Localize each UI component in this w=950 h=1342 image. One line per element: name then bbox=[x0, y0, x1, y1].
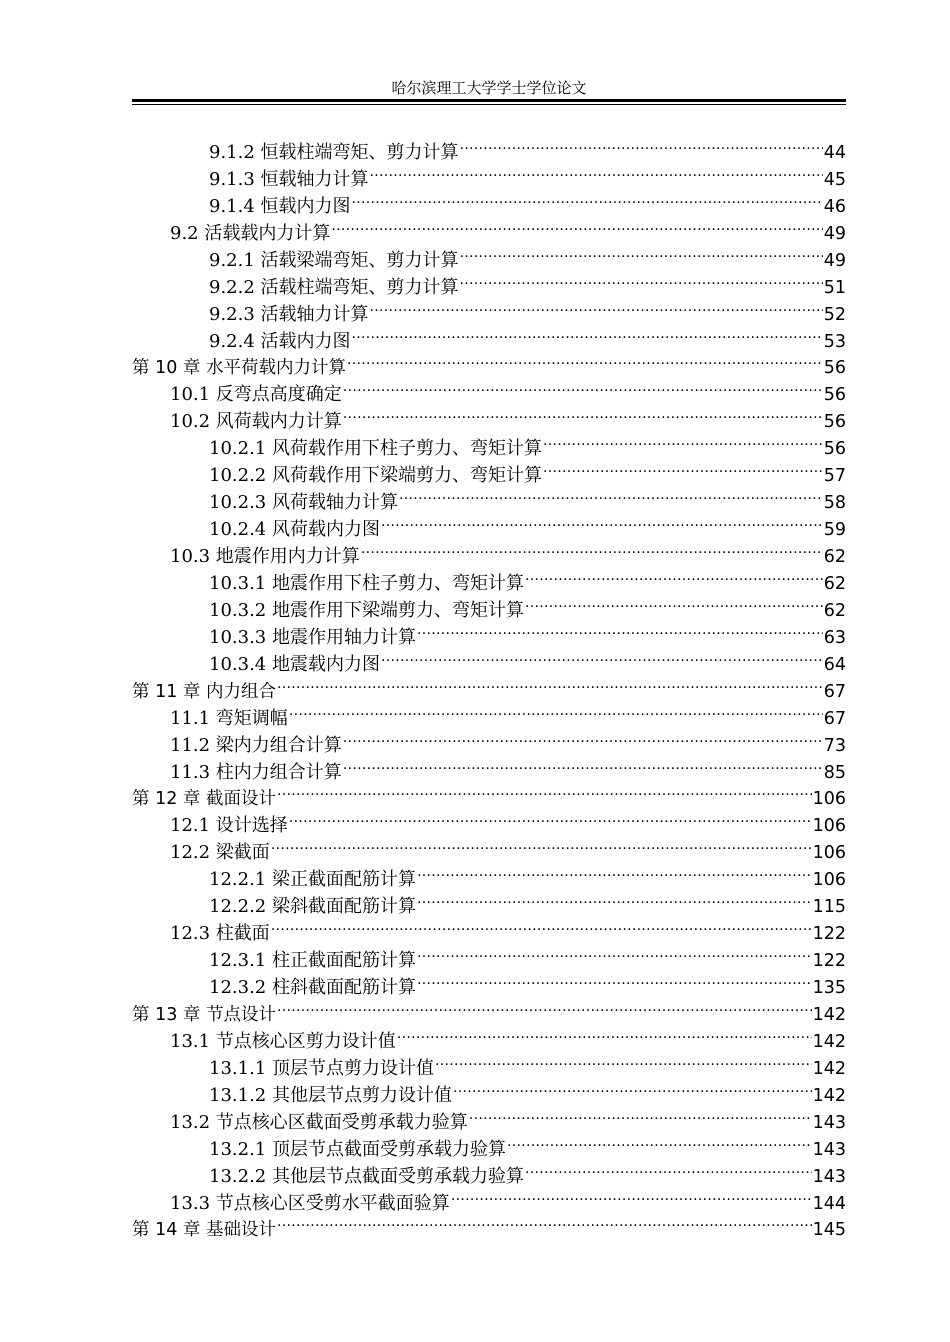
toc-page-number: 63 bbox=[823, 627, 846, 648]
toc-entry-title: 10.2.3 风荷载轴力计算 bbox=[209, 492, 398, 514]
toc-page-number: 51 bbox=[823, 277, 846, 298]
toc-page-number: 56 bbox=[823, 385, 846, 406]
toc-entry-title: 11.1 弯矩调幅 bbox=[170, 707, 288, 729]
toc-page-number: 56 bbox=[823, 439, 846, 460]
toc-dot-leader bbox=[399, 481, 823, 508]
toc-entry-title: 10.2.2 风荷载作用下梁端剪力、弯矩计算 bbox=[209, 465, 542, 487]
toc-dot-leader bbox=[460, 266, 823, 293]
toc-dot-leader bbox=[381, 508, 823, 535]
toc-entry-title: 10.3.4 地震载内力图 bbox=[209, 653, 380, 675]
toc-dot-leader bbox=[277, 1209, 812, 1236]
toc-page-number: 59 bbox=[823, 520, 846, 541]
toc-dot-leader bbox=[417, 966, 812, 993]
toc-dot-leader bbox=[417, 939, 812, 966]
toc-page-number: 142 bbox=[812, 1085, 846, 1106]
toc-page-number: 49 bbox=[823, 223, 846, 244]
toc-page-number: 53 bbox=[823, 331, 846, 352]
toc-dot-leader bbox=[543, 454, 823, 481]
toc-dot-leader bbox=[361, 535, 823, 562]
header-rule-thick bbox=[132, 99, 846, 102]
toc-entry-title: 第 13 章 节点设计 bbox=[132, 1004, 276, 1025]
toc-dot-leader bbox=[525, 589, 823, 616]
toc-dot-leader bbox=[277, 993, 812, 1020]
toc-page-number: 143 bbox=[812, 1139, 846, 1160]
toc-entry-title: 13.1.1 顶层节点剪力设计值 bbox=[209, 1057, 434, 1079]
toc-page-number: 106 bbox=[812, 870, 846, 891]
toc-entry-title: 10.3.2 地震作用下梁端剪力、弯矩计算 bbox=[209, 599, 524, 621]
toc-dot-leader bbox=[331, 212, 822, 239]
toc-page-number: 44 bbox=[823, 142, 846, 163]
toc-page-number: 67 bbox=[823, 708, 846, 729]
toc-entry-title: 10.2.1 风荷载作用下柱子剪力、弯矩计算 bbox=[209, 438, 542, 460]
toc-dot-leader bbox=[525, 562, 823, 589]
toc-entry-title: 12.3.1 柱正截面配筋计算 bbox=[209, 950, 416, 972]
toc-dot-leader bbox=[352, 320, 823, 347]
toc-dot-leader bbox=[435, 1047, 812, 1074]
toc-dot-leader bbox=[277, 670, 823, 697]
toc-dot-leader bbox=[543, 427, 823, 454]
toc-dot-leader bbox=[525, 1155, 812, 1182]
toc-page-number: 144 bbox=[812, 1193, 846, 1214]
toc-entry-title: 9.2.1 活载梁端弯矩、剪力计算 bbox=[209, 249, 459, 271]
toc-page-number: 145 bbox=[812, 1220, 846, 1241]
toc-entry-title: 9.1.4 恒载内力图 bbox=[209, 195, 351, 217]
toc-page-number: 62 bbox=[823, 547, 846, 567]
toc-page-number: 142 bbox=[812, 1058, 846, 1079]
header-rule-thin bbox=[132, 104, 846, 105]
toc-page-number: 58 bbox=[823, 493, 846, 514]
toc-page-number: 142 bbox=[812, 1031, 846, 1052]
toc-page-number: 73 bbox=[823, 735, 846, 756]
toc-entry-title: 11.2 梁内力组合计算 bbox=[170, 734, 342, 756]
toc-entry-title: 12.2 梁截面 bbox=[170, 842, 270, 864]
toc-dot-leader bbox=[417, 858, 812, 885]
toc-dot-leader bbox=[277, 778, 812, 805]
toc-page-number: 62 bbox=[823, 573, 846, 594]
toc-entry-title: 12.1 设计选择 bbox=[170, 815, 288, 837]
toc-entry-title: 9.2.3 活载轴力计算 bbox=[209, 303, 369, 325]
toc-dot-leader bbox=[271, 831, 812, 858]
table-of-contents bbox=[132, 131, 846, 1241]
toc-page-number: 49 bbox=[823, 250, 846, 271]
toc-dot-leader bbox=[370, 293, 823, 320]
toc-entry-title: 12.3 柱截面 bbox=[170, 923, 270, 945]
toc-entry-title: 第 11 章 内力组合 bbox=[132, 681, 276, 702]
toc-dot-leader bbox=[460, 131, 823, 158]
toc-entry-title: 13.2 节点核心区截面受剪承载力验算 bbox=[170, 1111, 468, 1133]
toc-page-number: 62 bbox=[823, 600, 846, 621]
toc-entry-title: 10.1 反弯点高度确定 bbox=[170, 384, 342, 406]
toc-dot-leader bbox=[417, 616, 823, 643]
toc-page-number: 115 bbox=[812, 897, 846, 918]
toc-entry-title: 9.2.2 活载柱端弯矩、剪力计算 bbox=[209, 276, 459, 298]
toc-dot-leader bbox=[347, 347, 823, 374]
toc-entry-title: 13.3 节点核心区受剪水平截面验算 bbox=[170, 1192, 450, 1214]
toc-entry-title: 12.3.2 柱斜截面配筋计算 bbox=[209, 977, 416, 998]
toc-entry-title: 10.2 风荷载内力计算 bbox=[170, 411, 342, 433]
toc-page-number: 106 bbox=[812, 789, 846, 810]
toc-page-number: 56 bbox=[823, 358, 846, 379]
toc-page-number: 135 bbox=[812, 978, 846, 998]
toc-page-number: 143 bbox=[812, 1166, 846, 1187]
toc-entry-title: 10.3.1 地震作用下柱子剪力、弯矩计算 bbox=[209, 572, 524, 594]
toc-page-number: 106 bbox=[812, 816, 846, 837]
toc-dot-leader bbox=[460, 239, 823, 266]
toc-dot-leader bbox=[417, 885, 812, 912]
toc-page-number: 106 bbox=[812, 843, 846, 864]
toc-entry-title: 9.1.2 恒载柱端弯矩、剪力计算 bbox=[209, 141, 459, 163]
toc-entry-title: 12.2.2 梁斜截面配筋计算 bbox=[209, 896, 416, 918]
toc-dot-leader bbox=[343, 751, 823, 778]
toc-entry-title: 9.2.4 活载内力图 bbox=[209, 330, 351, 352]
toc-page-number: 142 bbox=[812, 1004, 846, 1025]
toc-entry-title: 第 10 章 水平荷载内力计算 bbox=[132, 358, 346, 379]
toc-entry-title: 10.3.3 地震作用轴力计算 bbox=[209, 626, 416, 648]
toc-dot-leader bbox=[271, 912, 812, 939]
running-header: 哈尔滨理工大学学士学位论文 bbox=[391, 79, 587, 97]
toc-dot-leader bbox=[352, 185, 823, 212]
toc-dot-leader bbox=[507, 1128, 812, 1155]
toc-page-number: 67 bbox=[823, 681, 846, 702]
toc-dot-leader bbox=[370, 158, 823, 185]
toc-dot-leader bbox=[453, 1074, 812, 1101]
toc-entry-title: 13.1 节点核心区剪力设计值 bbox=[170, 1030, 396, 1052]
toc-dot-leader bbox=[451, 1182, 812, 1209]
toc-dot-leader bbox=[469, 1101, 812, 1128]
toc-page-number: 45 bbox=[823, 169, 846, 190]
toc-entry[interactable] bbox=[132, 131, 846, 163]
toc-entry-title: 第 12 章 截面设计 bbox=[132, 789, 276, 810]
toc-entry-title: 9.2 活载载内力计算 bbox=[170, 222, 331, 244]
toc-dot-leader bbox=[343, 400, 823, 427]
toc-page-number: 64 bbox=[823, 654, 846, 675]
toc-entry-title: 13.1.2 其他层节点剪力设计值 bbox=[209, 1084, 452, 1106]
toc-page-number: 52 bbox=[823, 304, 846, 325]
toc-entry-title: 10.3 地震作用内力计算 bbox=[170, 546, 360, 567]
toc-page-number: 57 bbox=[823, 466, 846, 487]
toc-entry-title: 13.2.2 其他层节点截面受剪承载力验算 bbox=[209, 1165, 524, 1187]
toc-page-number: 85 bbox=[823, 762, 846, 783]
toc-dot-leader bbox=[343, 724, 823, 751]
toc-dot-leader bbox=[343, 373, 823, 400]
toc-page-number: 56 bbox=[823, 412, 846, 433]
toc-dot-leader bbox=[289, 804, 812, 831]
toc-entry-title: 11.3 柱内力组合计算 bbox=[170, 761, 342, 783]
toc-dot-leader bbox=[397, 1020, 812, 1047]
toc-page-number: 122 bbox=[812, 924, 846, 945]
toc-entry-title: 10.2.4 风荷载内力图 bbox=[209, 519, 380, 541]
toc-dot-leader bbox=[289, 697, 823, 724]
toc-entry-title: 12.2.1 梁正截面配筋计算 bbox=[209, 869, 416, 891]
toc-entry-title: 13.2.1 顶层节点截面受剪承载力验算 bbox=[209, 1138, 506, 1160]
toc-page-number: 46 bbox=[823, 196, 846, 217]
toc-entry-title: 9.1.3 恒载轴力计算 bbox=[209, 168, 369, 190]
toc-page-number: 143 bbox=[812, 1112, 846, 1133]
toc-dot-leader bbox=[381, 643, 823, 670]
toc-entry-title: 第 14 章 基础设计 bbox=[132, 1220, 276, 1241]
toc-page-number: 122 bbox=[812, 951, 846, 972]
